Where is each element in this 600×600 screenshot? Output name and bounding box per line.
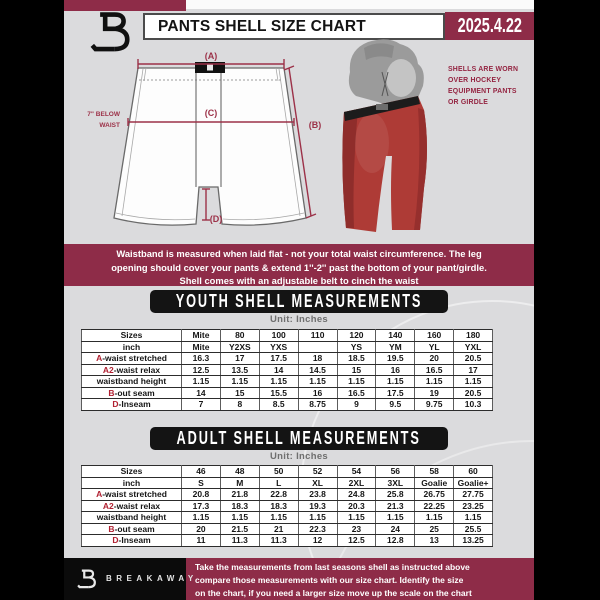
table-row: [82, 477, 493, 489]
notice-line: Waistband is measured when laid flat - not your total waist circumference. The leg: [116, 248, 482, 259]
value-cell: 21.3: [376, 500, 415, 512]
footer-brand-block: [64, 558, 198, 600]
value-cell: L: [259, 477, 298, 489]
value-cell: 180: [454, 330, 493, 342]
measure-letter: A: [96, 489, 103, 499]
value-cell: 23: [337, 523, 376, 535]
row-label: B-out seam: [82, 523, 182, 535]
value-cell: 20.3: [337, 500, 376, 512]
value-cell: 48: [220, 466, 259, 478]
value-cell: 27.75: [454, 489, 493, 501]
waist-note-line2: WAIST: [99, 122, 120, 129]
shell-note: [448, 64, 534, 108]
value-cell: 1.15: [259, 376, 298, 388]
value-cell: YM: [376, 341, 415, 353]
value-cell: 1.15: [415, 376, 454, 388]
youth-measurements-table: [81, 329, 493, 411]
notice-line: Shell comes with an adjustable belt to cinch the waist: [179, 275, 419, 286]
value-cell: 19.5: [376, 353, 415, 365]
shell-buckle: [376, 104, 388, 110]
value-cell: 17: [454, 364, 493, 376]
value-cell: 18.3: [220, 500, 259, 512]
value-cell: Mite: [182, 330, 221, 342]
row-label: A2-waist relax: [82, 364, 182, 376]
adult-unit-label: Unit: Inches: [270, 451, 328, 462]
footer-line: Take the measurements from last seasons shell as instructed above: [195, 562, 470, 572]
top-white-strip: [186, 0, 534, 9]
value-cell: 1.15: [376, 376, 415, 388]
value-cell: 14.5: [298, 364, 337, 376]
value-cell: 22.25: [415, 500, 454, 512]
value-cell: 24: [376, 523, 415, 535]
value-cell: 20.5: [454, 387, 493, 399]
value-cell: 1.15: [182, 376, 221, 388]
notice-line: opening should cover your pants & extend 1''-2'' past the bottom of your pant/girdle.: [111, 261, 487, 273]
row-label: waistband height: [82, 512, 182, 524]
row-label: inch: [82, 341, 182, 353]
value-cell: 13: [415, 535, 454, 547]
footer-line: on the chart, if you need a larger size move up the scale on the chart: [195, 588, 472, 598]
table-row: [82, 500, 493, 512]
value-cell: S: [182, 477, 221, 489]
value-cell: 18.3: [259, 500, 298, 512]
value-cell: 21.5: [220, 523, 259, 535]
value-cell: Goalie: [415, 477, 454, 489]
value-cell: 54: [337, 466, 376, 478]
measure-letter: B: [108, 523, 115, 534]
value-cell: 160: [415, 330, 454, 342]
value-cell: 16.5: [415, 364, 454, 376]
value-cell: 17: [220, 353, 259, 365]
value-cell: 3XL: [376, 477, 415, 489]
value-cell: 25.5: [454, 523, 493, 535]
value-cell: 1.15: [298, 376, 337, 388]
value-cell: 1.15: [337, 512, 376, 524]
row-label: A2-waist relax: [82, 500, 182, 512]
value-cell: 1.15: [182, 512, 221, 524]
value-cell: Y2XS: [220, 341, 259, 353]
value-cell: [298, 341, 337, 353]
measure-label-b: (B): [308, 120, 322, 130]
value-cell: Goalie+: [454, 477, 493, 489]
value-cell: 8.75: [298, 399, 337, 411]
measure-letter: D: [112, 399, 119, 409]
value-cell: 12.5: [182, 364, 221, 376]
adult-section-banner: [150, 427, 448, 450]
adult-measurements-table: [81, 465, 493, 547]
value-cell: 100: [259, 330, 298, 342]
value-cell: 56: [376, 466, 415, 478]
value-cell: 17.3: [182, 500, 221, 512]
measure-letter: A2: [102, 364, 114, 375]
value-cell: 16.3: [182, 353, 221, 365]
value-cell: 1.15: [220, 512, 259, 524]
measure-letter: B: [108, 387, 115, 398]
value-cell: 14: [259, 364, 298, 376]
row-label: A-waist stretched: [82, 353, 182, 365]
measure-label-d: (D): [209, 214, 223, 224]
row-label: Sizes: [82, 466, 182, 478]
value-cell: Mite: [182, 341, 221, 353]
value-cell: 1.15: [454, 512, 493, 524]
value-cell: 25: [415, 523, 454, 535]
value-cell: 22.8: [259, 489, 298, 501]
value-cell: 18: [298, 353, 337, 365]
value-cell: 17.5: [376, 387, 415, 399]
value-cell: 60: [454, 466, 493, 478]
value-cell: 12.8: [376, 535, 415, 547]
value-cell: XL: [298, 477, 337, 489]
shell-note-line: EQUIPMENT PANTS: [448, 88, 517, 95]
value-cell: 11.3: [220, 535, 259, 547]
date-text: 2025.4.22: [457, 14, 522, 37]
value-cell: 15.5: [259, 387, 298, 399]
table-row: [82, 399, 493, 411]
value-cell: M: [220, 477, 259, 489]
waist-note-line1: 7" BELOW: [87, 111, 120, 118]
equipment-highlight: [386, 59, 416, 97]
row-label: D-Inseam: [82, 535, 182, 547]
table-row: [82, 364, 493, 376]
value-cell: 8: [220, 399, 259, 411]
value-cell: 19.3: [298, 500, 337, 512]
table-row: [82, 466, 493, 478]
value-cell: 52: [298, 466, 337, 478]
table-row: [82, 512, 493, 524]
value-cell: 21.8: [220, 489, 259, 501]
shell-photo: [338, 38, 436, 236]
value-cell: 20: [182, 523, 221, 535]
flyer-page: [64, 0, 534, 600]
value-cell: 12.5: [337, 535, 376, 547]
value-cell: 20.5: [454, 353, 493, 365]
value-cell: 13.5: [220, 364, 259, 376]
value-cell: 9.5: [376, 399, 415, 411]
page-title: PANTS SHELL SIZE CHART: [143, 13, 445, 40]
value-cell: 22.3: [298, 523, 337, 535]
table-row: [82, 341, 493, 353]
value-cell: 21: [259, 523, 298, 535]
measure-label-c: (C): [204, 108, 218, 118]
row-label: waistband height: [82, 376, 182, 388]
value-cell: YXS: [259, 341, 298, 353]
value-cell: 16: [298, 387, 337, 399]
value-cell: 26.75: [415, 489, 454, 501]
value-cell: 1.15: [454, 376, 493, 388]
measure-letter: D: [112, 535, 119, 545]
value-cell: 25.8: [376, 489, 415, 501]
footer: [64, 558, 534, 600]
value-cell: 15: [337, 364, 376, 376]
value-cell: 23.8: [298, 489, 337, 501]
value-cell: 120: [337, 330, 376, 342]
value-cell: YXL: [454, 341, 493, 353]
value-cell: 9: [337, 399, 376, 411]
value-cell: 1.15: [415, 512, 454, 524]
row-label: inch: [82, 477, 182, 489]
brand-name: BREAKAWAY: [106, 574, 198, 583]
table-row: [82, 376, 493, 388]
value-cell: 15: [220, 387, 259, 399]
table-row: [82, 535, 493, 547]
value-cell: 2XL: [337, 477, 376, 489]
value-cell: 8.5: [259, 399, 298, 411]
value-cell: 1.15: [220, 376, 259, 388]
table-row: [82, 523, 493, 535]
table-row: [82, 387, 493, 399]
shell-note-line: OR GIRDLE: [448, 99, 489, 106]
measure-label-a: (A): [204, 51, 218, 61]
row-label: B-out seam: [82, 387, 182, 399]
buckle-slot: [207, 65, 213, 71]
value-cell: 14: [182, 387, 221, 399]
shell-note-line: SHELLS ARE WORN: [448, 66, 519, 73]
measure-letter: A2: [102, 500, 114, 511]
youth-section-banner: [150, 290, 448, 313]
date-badge: [445, 12, 534, 40]
value-cell: 9.75: [415, 399, 454, 411]
table-row: [82, 353, 493, 365]
row-label: D-Inseam: [82, 399, 182, 411]
table-row: [82, 489, 493, 501]
measure-letter: A: [96, 353, 103, 363]
pants-measurement-diagram: [84, 48, 324, 240]
shorts-outline: [114, 68, 306, 225]
value-cell: 20: [415, 353, 454, 365]
value-cell: 17.5: [259, 353, 298, 365]
value-cell: 20.8: [182, 489, 221, 501]
breakaway-logo-icon: [77, 567, 99, 591]
value-cell: 1.15: [259, 512, 298, 524]
youth-unit-label: Unit: Inches: [270, 314, 328, 325]
youth-section-title: YOUTH SHELL MEASUREMENTS: [175, 291, 423, 312]
value-cell: 50: [259, 466, 298, 478]
value-cell: 12: [298, 535, 337, 547]
row-label: A-waist stretched: [82, 489, 182, 501]
value-cell: YS: [337, 341, 376, 353]
value-cell: 110: [298, 330, 337, 342]
table-row: [82, 330, 493, 342]
value-cell: 24.8: [337, 489, 376, 501]
value-cell: 23.25: [454, 500, 493, 512]
value-cell: 140: [376, 330, 415, 342]
value-cell: 16: [376, 364, 415, 376]
value-cell: 10.3: [454, 399, 493, 411]
shell-note-line: OVER HOCKEY: [448, 77, 502, 84]
value-cell: 18.5: [337, 353, 376, 365]
value-cell: 13.25: [454, 535, 493, 547]
value-cell: 80: [220, 330, 259, 342]
value-cell: 46: [182, 466, 221, 478]
value-cell: 58: [415, 466, 454, 478]
value-cell: 1.15: [337, 376, 376, 388]
measurement-notice: [64, 244, 534, 286]
value-cell: 16.5: [337, 387, 376, 399]
value-cell: 1.15: [298, 512, 337, 524]
value-cell: 11.3: [259, 535, 298, 547]
shell-sheen: [355, 113, 389, 173]
footer-instructions: [186, 558, 534, 600]
value-cell: 7: [182, 399, 221, 411]
value-cell: YL: [415, 341, 454, 353]
row-label: Sizes: [82, 330, 182, 342]
footer-line: compare those measurements with our size chart. Identify the size: [195, 575, 464, 585]
value-cell: 11: [182, 535, 221, 547]
adult-section-title: ADULT SHELL MEASUREMENTS: [176, 428, 422, 449]
value-cell: 1.15: [376, 512, 415, 524]
value-cell: 19: [415, 387, 454, 399]
